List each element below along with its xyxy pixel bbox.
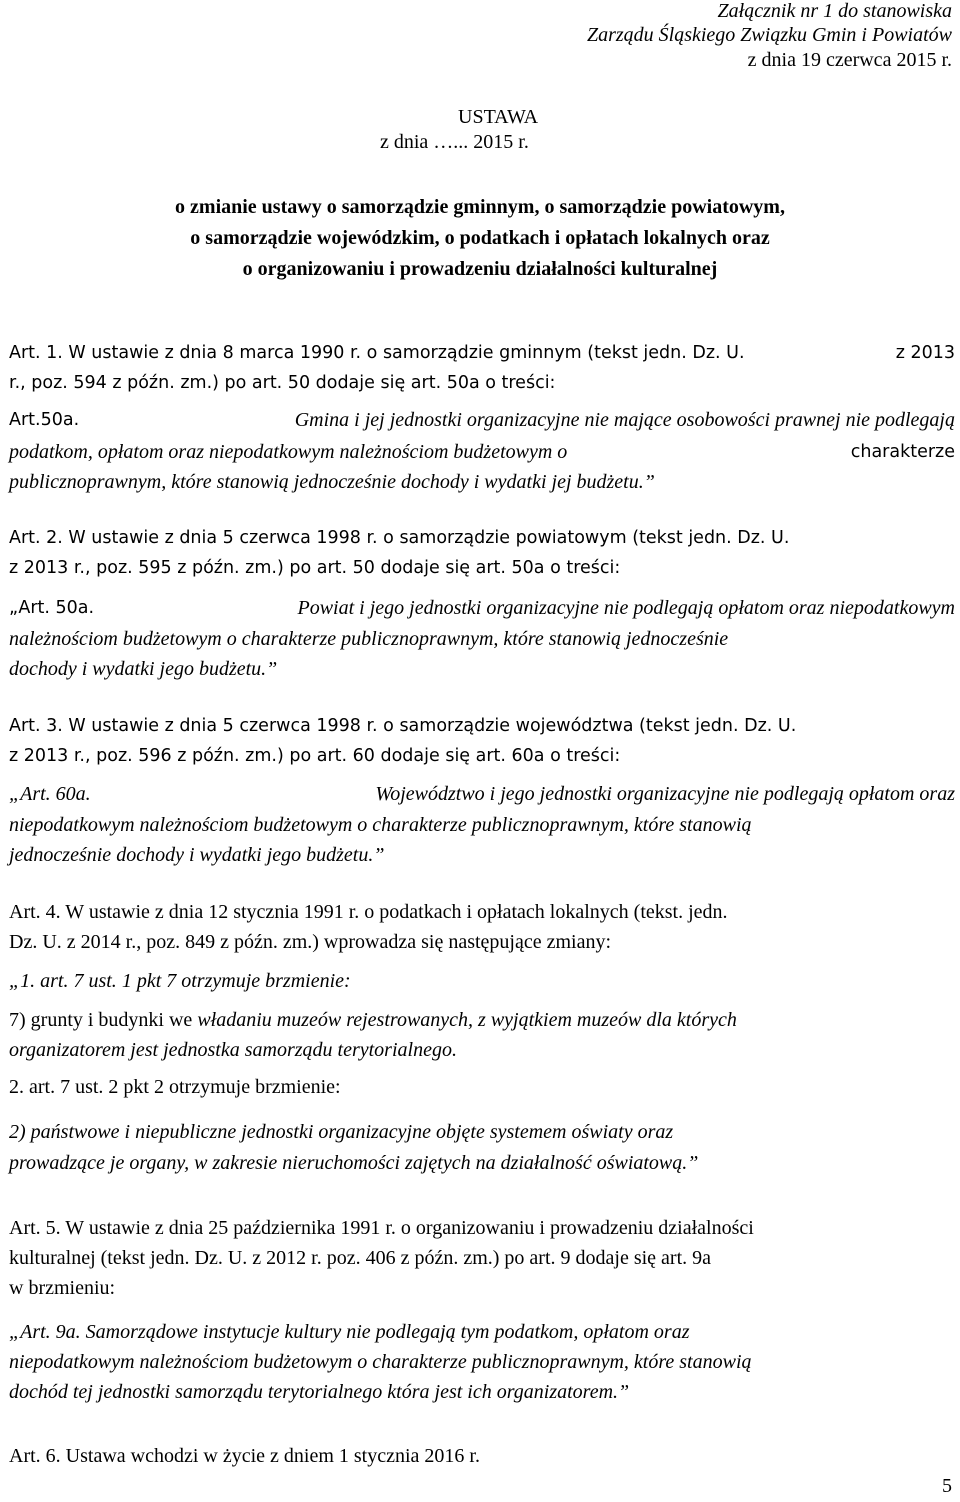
art-4-point-2-quote-line-1: 2) państwowe i niepubliczne jednostki organizacyjne objęte systemem oświaty oraz — [9, 1121, 674, 1143]
attachment-note-line-1: Załącznik nr 1 do stanowiska — [717, 0, 952, 22]
art-50a-powiat-line-1: „Art. 50a. Powiat i jego jednostki organizacyjne nie podlegają opłatom oraz niepodatkowym — [9, 597, 955, 619]
art-60a-line-2: niepodatkowym należnościom budżetowym o charakterze publicznoprawnym, które stanowią — [9, 814, 752, 836]
art-4-point-1-quote-line-1: 7) grunty i budynki we władaniu muzeów rejestrowanych, z wyjątkiem muzeów dla których — [9, 1009, 737, 1031]
attachment-note-line-2: Zarządu Śląskiego Związku Gmin i Powiatów — [586, 24, 952, 46]
art-50a-gmina-line-1: Art.50a. Gmina i jej jednostki organizacyjne nie mające osobowości prawnej nie podlegają — [9, 409, 955, 431]
attachment-note-line-3: z dnia 19 czerwca 2015 r. — [747, 49, 952, 71]
act-subject-line-2: o samorządzie wojewódzkim, o podatkach i opłatach lokalnych oraz — [190, 227, 770, 249]
art-9a-line-2: niepodatkowym należnościom budżetowym o charakterze publicznoprawnym, które stanowią — [9, 1351, 752, 1373]
art-4-point-1-quote-line-2: organizatorem jest jednostka samorządu terytorialnego. — [9, 1039, 457, 1061]
art-5-line-2: kulturalnej (tekst jedn. Dz. U. z 2012 r. poz. 406 z późn. zm.) po art. 9 dodaje się art. 9a — [9, 1247, 712, 1269]
art-4-point-2: 2. art. 7 ust. 2 pkt 2 otrzymuje brzmienie: — [9, 1076, 341, 1098]
art-60a-line-3: jednocześnie dochody i wydatki jego budżetu.” — [9, 844, 385, 866]
art-5-line-1: Art. 5. W ustawie z dnia 25 października 1991 r. o organizowaniu i prowadzeniu działalności — [9, 1217, 754, 1239]
act-subject-line-1: o zmianie ustawy o samorządzie gminnym, o samorządzie powiatowym, — [175, 196, 785, 218]
art-50a-gmina-line-2: podatkom, opłatom oraz niepodatkowym należnościom budżetowym o charakterze — [9, 441, 955, 463]
art-4-point-2-quote-line-2: prowadzące je organy, w zakresie nieruchomości zajętych na działalność oświatową.” — [9, 1152, 699, 1174]
art-50a-powiat-line-3: dochody i wydatki jego budżetu.” — [9, 658, 278, 680]
art-2-line-1: Art. 2. W ustawie z dnia 5 czerwca 1998 r. o samorządzie powiatowym (tekst jedn. Dz. U. — [9, 528, 790, 548]
art-2-line-2: z 2013 r., poz. 595 z późn. zm.) po art. 50 dodaje się art. 50a o treści: — [9, 558, 621, 578]
art-9a-line-1: „Art. 9a. Samorządowe instytucje kultury nie podlegają tym podatkom, opłatom oraz — [9, 1321, 690, 1343]
art-4-line-1: Art. 4. W ustawie z dnia 12 stycznia 1991 r. o podatkach i opłatach lokalnych (tekst. jedn. — [9, 901, 728, 923]
art-5-line-3: w brzmieniu: — [9, 1277, 116, 1299]
page-number: 5 — [942, 1475, 952, 1497]
art-1-line-2: r., poz. 594 z późn. zm.) po art. 50 dodaje się art. 50a o treści: — [9, 373, 556, 393]
art-4-line-2: Dz. U. z 2014 r., poz. 849 z późn. zm.) wprowadza się następujące zmiany: — [9, 931, 612, 953]
art-3-line-1: Art. 3. W ustawie z dnia 5 czerwca 1998 r. o samorządzie województwa (tekst jedn. Dz. U. — [9, 716, 797, 736]
art-1-line-1: Art. 1. W ustawie z dnia 8 marca 1990 r. o samorządzie gminnym (tekst jedn. Dz. U. z 2013 — [9, 343, 955, 363]
act-type: USTAWA — [458, 106, 539, 128]
art-4-point-1: „1. art. 7 ust. 1 pkt 7 otrzymuje brzmienie: — [9, 970, 351, 992]
act-date: z dnia …... 2015 r. — [380, 131, 529, 153]
act-subject-line-3: o organizowaniu i prowadzeniu działalności kulturalnej — [242, 258, 718, 280]
art-6-line-1: Art. 6. Ustawa wchodzi w życie z dniem 1 stycznia 2016 r. — [9, 1445, 480, 1467]
art-50a-gmina-line-3: publicznoprawnym, które stanowią jednocześnie dochody i wydatki jej budżetu.” — [9, 471, 655, 493]
art-60a-line-1: „Art. 60a. Województwo i jego jednostki organizacyjne nie podlegają opłatom oraz — [9, 783, 955, 805]
art-3-line-2: z 2013 r., poz. 596 z późn. zm.) po art. 60 dodaje się art. 60a o treści: — [9, 746, 621, 766]
art-50a-powiat-line-2: należnościom budżetowym o charakterze publicznoprawnym, które stanowią jednocześnie — [9, 628, 729, 650]
art-9a-line-3: dochód tej jednostki samorządu terytorialnego która jest ich organizatorem.” — [9, 1381, 630, 1403]
